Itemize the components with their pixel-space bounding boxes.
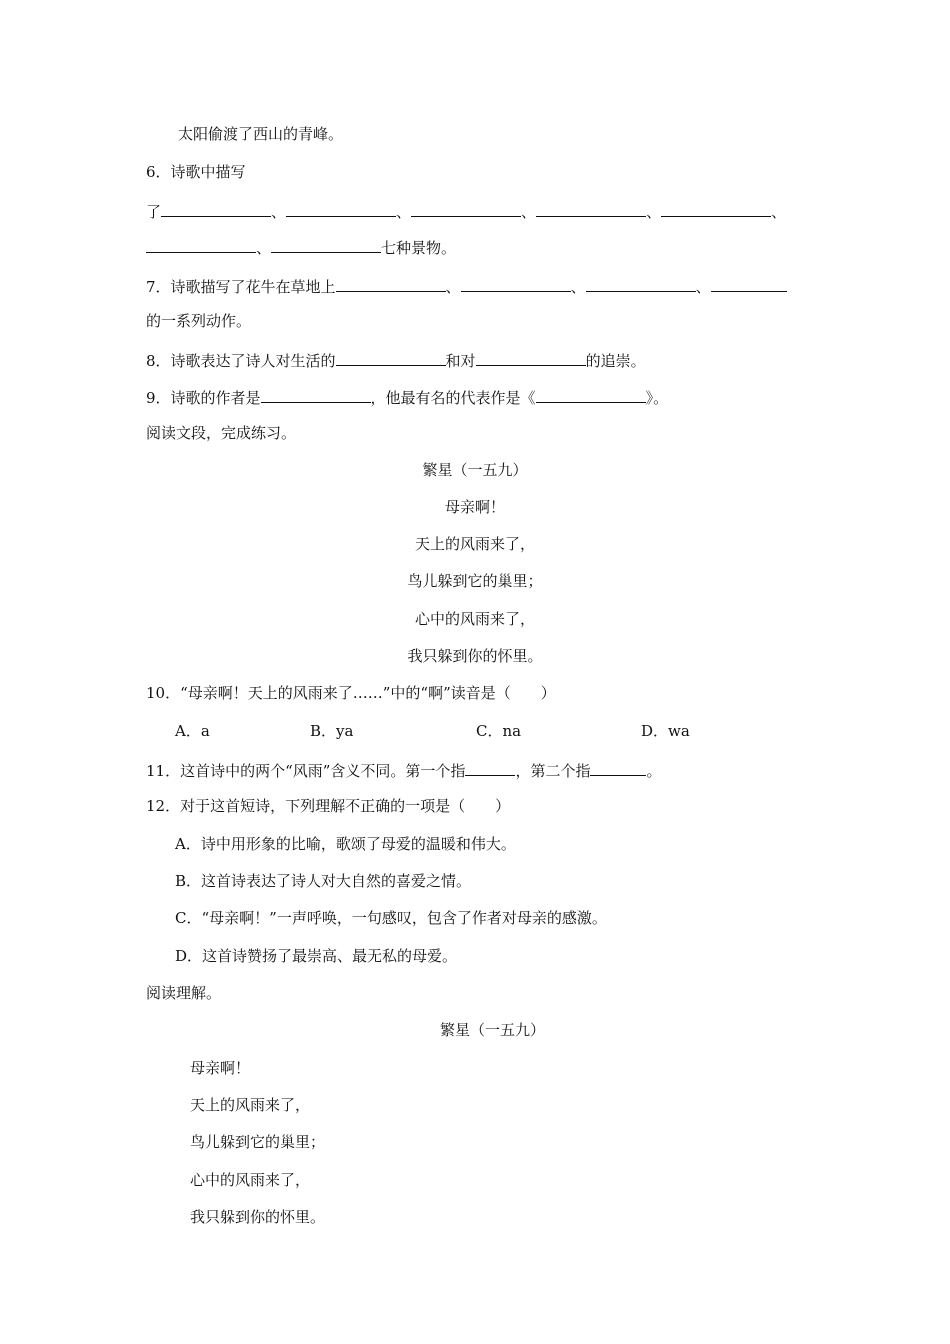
question-10-option-c[interactable]: C．na (476, 722, 522, 740)
poem2-line: 心中的风雨来了， (190, 1171, 311, 1189)
answer-blank[interactable] (536, 200, 646, 217)
poem-line-top: 太阳偷渡了西山的青峰。 (178, 125, 344, 143)
poem1-line: 母亲啊！ (444, 498, 505, 516)
poem1-line: 天上的风雨来了， (414, 535, 535, 553)
instruction-read-passage: 阅读文段，完成练习。 (146, 424, 297, 442)
answer-blank[interactable] (476, 349, 586, 366)
answer-blank[interactable] (461, 275, 571, 292)
poem1-title: 繁星（一五九） (422, 461, 528, 479)
poem1-line: 鸟儿躲到它的巢里； (407, 572, 543, 590)
question-10-option-a[interactable]: A．a (175, 722, 210, 740)
answer-blank[interactable] (536, 386, 646, 403)
question-6: 6．诗歌中描写 (146, 163, 246, 181)
question-12: 12．对于这首短诗，下列理解不正确的一项是（ ） (146, 797, 511, 815)
question-6-blanks-row1: 了 、 、 、 、 、 (146, 200, 786, 222)
answer-blank[interactable] (661, 200, 771, 217)
poem2-line: 我只躲到你的怀里。 (190, 1208, 326, 1226)
question-8: 8．诗歌表达了诗人对生活的 和对 的追崇。 (146, 349, 646, 371)
question-9: 9．诗歌的作者是 ，他最有名的代表作是《 》。 (146, 386, 668, 408)
answer-blank[interactable] (590, 759, 646, 776)
question-7: 7．诗歌描写了花牛在草地上 、 、 、 (146, 275, 787, 297)
question-7-tail: 的一系列动作。 (146, 312, 252, 330)
question-12-option-b[interactable]: B．这首诗表达了诗人对大自然的喜爱之情。 (175, 872, 472, 890)
answer-blank[interactable] (286, 200, 396, 217)
question-10-option-d[interactable]: D．wa (641, 722, 690, 740)
poem1-line: 我只躲到你的怀里。 (407, 647, 543, 665)
question-6-blanks-row2: 、 七种景物。 (146, 236, 456, 258)
poem2-title: 繁星（一五九） (440, 1021, 546, 1039)
question-12-option-c[interactable]: C．“母亲啊！”一声呼唤，一句感叹，包含了作者对母亲的感激。 (175, 909, 607, 927)
poem2-line: 天上的风雨来了， (190, 1096, 311, 1114)
answer-blank[interactable] (711, 275, 787, 292)
answer-blank[interactable] (271, 236, 381, 253)
answer-blank[interactable] (336, 275, 446, 292)
question-10: 10．“母亲啊！天上的风雨来了……”中的“啊”读音是（ ） (146, 684, 556, 702)
question-11: 11．这首诗中的两个“风雨”含义不同。第一个指 ，第二个指 。 (146, 759, 661, 781)
answer-blank[interactable] (161, 200, 271, 217)
question-12-option-d[interactable]: D．这首诗赞扬了最崇高、最无私的母爱。 (175, 947, 458, 965)
answer-blank[interactable] (261, 386, 371, 403)
poem2-line: 母亲啊！ (190, 1059, 251, 1077)
answer-blank[interactable] (336, 349, 446, 366)
instruction-reading: 阅读理解。 (146, 984, 222, 1002)
question-12-option-a[interactable]: A．诗中用形象的比喻，歌颂了母爱的温暖和伟大。 (175, 835, 516, 853)
question-10-option-b[interactable]: B．ya (310, 722, 354, 740)
poem1-line: 心中的风雨来了， (414, 610, 535, 628)
answer-blank[interactable] (465, 759, 515, 776)
answer-blank[interactable] (586, 275, 696, 292)
poem2-line: 鸟儿躲到它的巢里； (190, 1133, 326, 1151)
answer-blank[interactable] (411, 200, 521, 217)
answer-blank[interactable] (146, 236, 256, 253)
